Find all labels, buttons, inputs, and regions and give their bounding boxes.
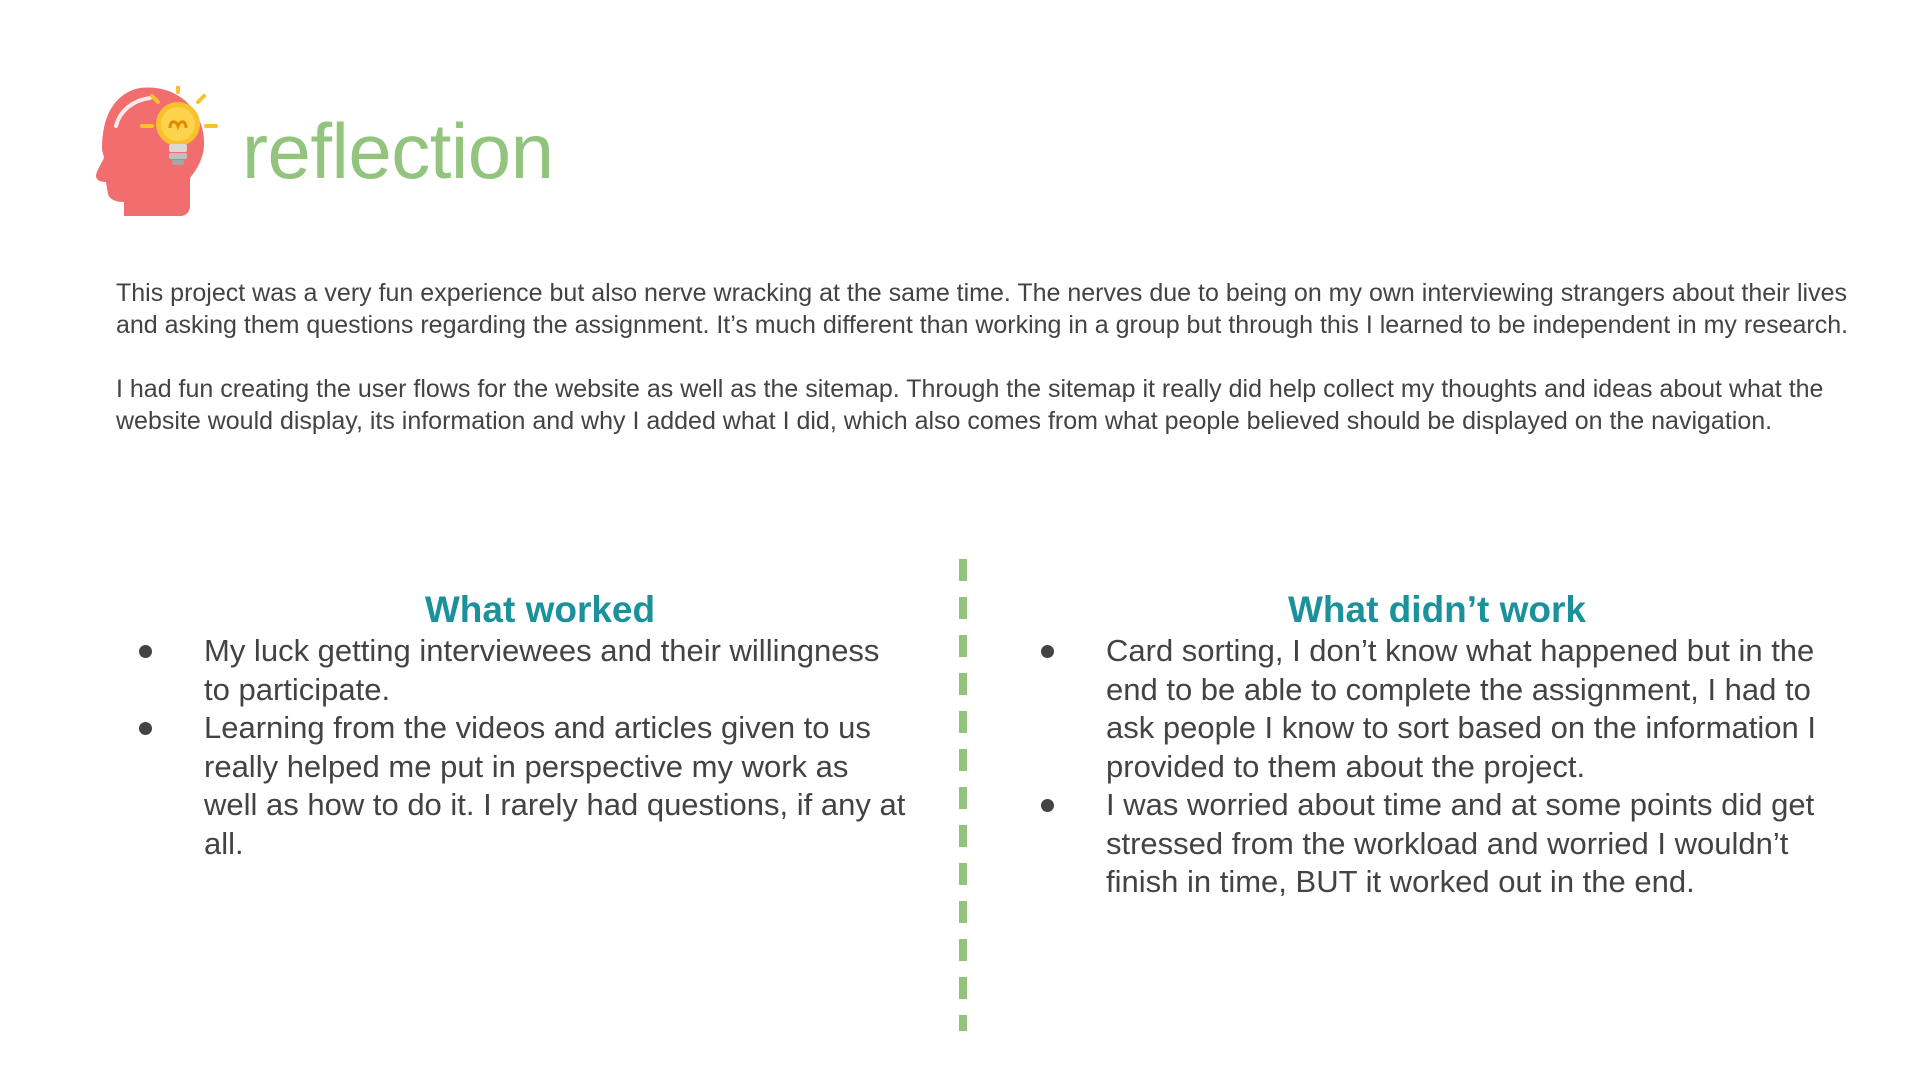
what-didnt-work-section — [1022, 588, 1832, 902]
list-item — [120, 709, 910, 863]
dashed-divider — [959, 559, 967, 1031]
list-item-text: Card sorting, I don’t know what happened but in the end to be able to complete the assignment, I had to ask people I know to sort based on the information I provided to them about the project. — [1106, 633, 1816, 784]
what-worked-heading: What worked — [424, 589, 656, 630]
what-didnt-work-list — [1022, 632, 1832, 902]
list-item-text: Learning from the videos and articles given to us really helped me put in perspective my work as well as how to do it. I rarely had questions, if any at all. — [204, 710, 906, 861]
intro-paragraph: This project was a very fun experience but also nerve wracking at the same time. The nerves due to being on my own interviewing strangers about their lives and asking them questions regarding the assignment. It’s much different than working in a group but through this I learned to be independent in my research. — [116, 279, 1849, 339]
bullet-icon — [139, 645, 152, 658]
list-item-text: I was worried about time and at some points did get stressed from the workload and worried I wouldn’t finish in time, BUT it worked out in the end. — [1106, 787, 1815, 899]
list-item — [1022, 632, 1832, 786]
page-title: reflection — [242, 107, 554, 195]
head-lightbulb-icon — [94, 86, 220, 216]
what-worked-list — [120, 632, 910, 863]
bullet-icon — [1041, 645, 1054, 658]
intro-paragraph: I had fun creating the user flows for the website as well as the sitemap. Through the sitemap it really did help collect my thoughts and ideas about what the website would display, its information and why I added what I did, which also comes from what people believed should be displayed on the navigation. — [116, 375, 1824, 435]
what-didnt-work-heading: What didn’t work — [1287, 589, 1587, 630]
slide-header — [94, 86, 554, 216]
bullet-icon — [139, 722, 152, 735]
bullet-icon — [1041, 799, 1054, 812]
list-item — [1022, 786, 1832, 902]
list-item-text: My luck getting interviewees and their willingness to participate. — [204, 633, 880, 707]
list-item — [120, 632, 910, 709]
intro-text — [116, 277, 1866, 437]
what-worked-section — [120, 588, 910, 863]
